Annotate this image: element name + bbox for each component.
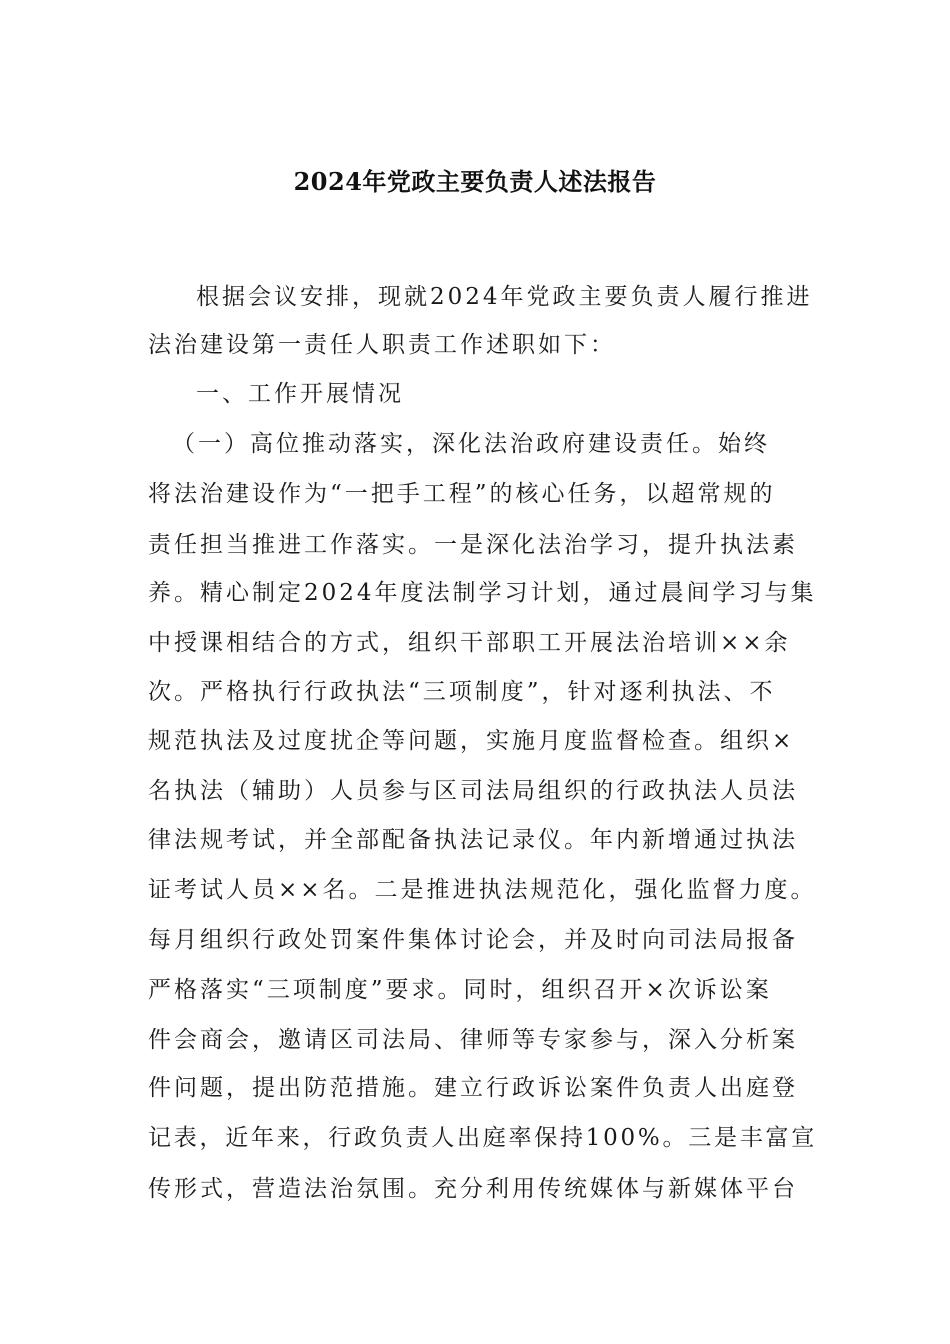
paragraph-line: （一）高位推动落实，深化法治政府建设责任。始终: [172, 431, 770, 457]
section-heading: 一、工作开展情况: [196, 381, 404, 407]
paragraph-line: 规范执法及过度扰企等问题，实施月度监督检查。组织×: [148, 728, 795, 754]
paragraph-line: 养。精心制定2024年度法制学习计划，通过晨间学习与集: [148, 580, 817, 606]
paragraph-line: 中授课相结合的方式，组织干部职工开展法治培训××余: [148, 630, 791, 656]
paragraph-line: 责任担当推进工作落实。一是深化法治学习，提升执法素: [148, 532, 798, 558]
paragraph-line: 记表，近年来，行政负责人出庭率保持100%。三是丰富宣: [148, 1125, 818, 1151]
paragraph-line: 名执法（辅助）人员参与区司法局组织的行政执法人员法: [148, 778, 798, 804]
paragraph-line: 严格落实“三项制度”要求。同时，组织召开×次诉讼案: [148, 977, 772, 1003]
paragraph-line: 件会商会，邀请区司法局、律师等专家参与，深入分析案: [148, 1027, 798, 1053]
paragraph-line: 证考试人员××名。二是推进执法规范化，强化监督力度。: [148, 877, 817, 903]
paragraph-line: 律法规考试，并全部配备执法记录仪。年内新增通过执法: [148, 827, 798, 853]
paragraph-line: 法治建设第一责任人职责工作述职如下：: [148, 332, 616, 358]
paragraph-line: 传形式，营造法治氛围。充分利用传统媒体与新媒体平台: [148, 1176, 798, 1202]
paragraph-line: 次。严格执行行政执法“三项制度”，针对逐利执法、不: [148, 679, 776, 705]
paragraph-line: 每月组织行政处罚案件集体讨论会，并及时向司法局报备: [148, 927, 798, 953]
paragraph-line: 根据会议安排，现就2024年党政主要负责人履行推进: [196, 284, 813, 310]
paragraph-line: 将法治建设作为“一把手工程”的核心任务，以超常规的: [148, 481, 776, 507]
document-title: 2024年党政主要负责人述法报告: [293, 167, 657, 196]
paragraph-line: 件问题，提出防范措施。建立行政诉讼案件负责人出庭登: [148, 1075, 798, 1101]
